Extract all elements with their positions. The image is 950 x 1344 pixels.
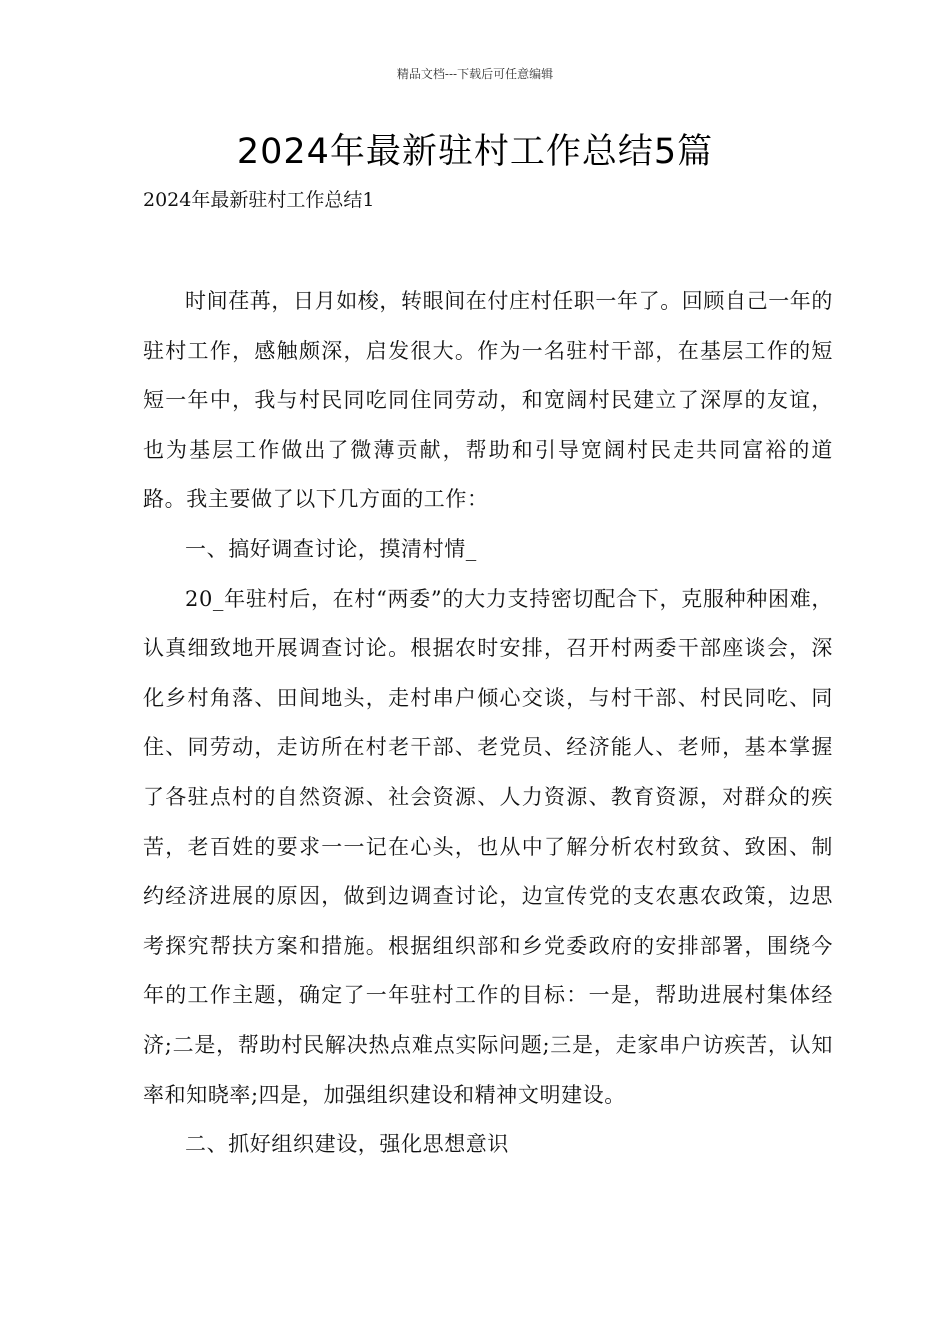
page-header-note: 精品文档---下载后可任意编辑 xyxy=(396,67,554,81)
paragraph-section-1: 20_年驻村后，在村“两委”的大力支持密切配合下，克服种种困难，认真细致地开展调查讨论。根据农时安排，召开村两委干部座谈会，深化乡村角落、田间地头，走村串户倾心交谈，与村干部、村民同吃、同住、同劳动，走访所在村老干部、老党员、经济能人、老师，基本掌握了各驻点村的自然资源、社会资源、人力资源、教育资源，对群众的疾苦，老百姓的要求一一记在心头，也从中了解分析农村致贫、致困、制约经济进展的原因，做到边调查讨论，边宣传党的支农惠农政策，边思考探究帮扶方案和措施。根据组织部和乡党委政府的安排部署，围绕今年的工作主题，确定了一年驻村工作的目标：一是，帮助进展村集体经济;二是，帮助村民解决热点难点实际问题;三是，走家串户访疾苦，认知率和知晓率;四是，加强组织建设和精神文明建设。 xyxy=(143,586,833,1107)
paragraph-intro: 时间荏苒，日月如梭，转眼间在付庄村任职一年了。回顾自己一年的驻村工作，感触颇深，启发很大。作为一名驻村干部，在基层工作的短短一年中，我与村民同吃同住同劳动，和宽阔村民建立了深厚的友谊，也为基层工作做出了微薄贡献，帮助和引导宽阔村民走共同富裕的道路。我主要做了以下几方面的工作： xyxy=(143,289,833,512)
heading-section-1: 一、搞好调查讨论，摸清村情_ xyxy=(185,536,477,561)
section-subtitle: 2024年最新驻村工作总结1 xyxy=(143,189,375,211)
document-body xyxy=(143,277,833,1170)
heading-section-2: 二、抓好组织建设，强化思想意识 xyxy=(185,1132,509,1157)
document-title: 2024年最新驻村工作总结5篇 xyxy=(236,132,714,172)
